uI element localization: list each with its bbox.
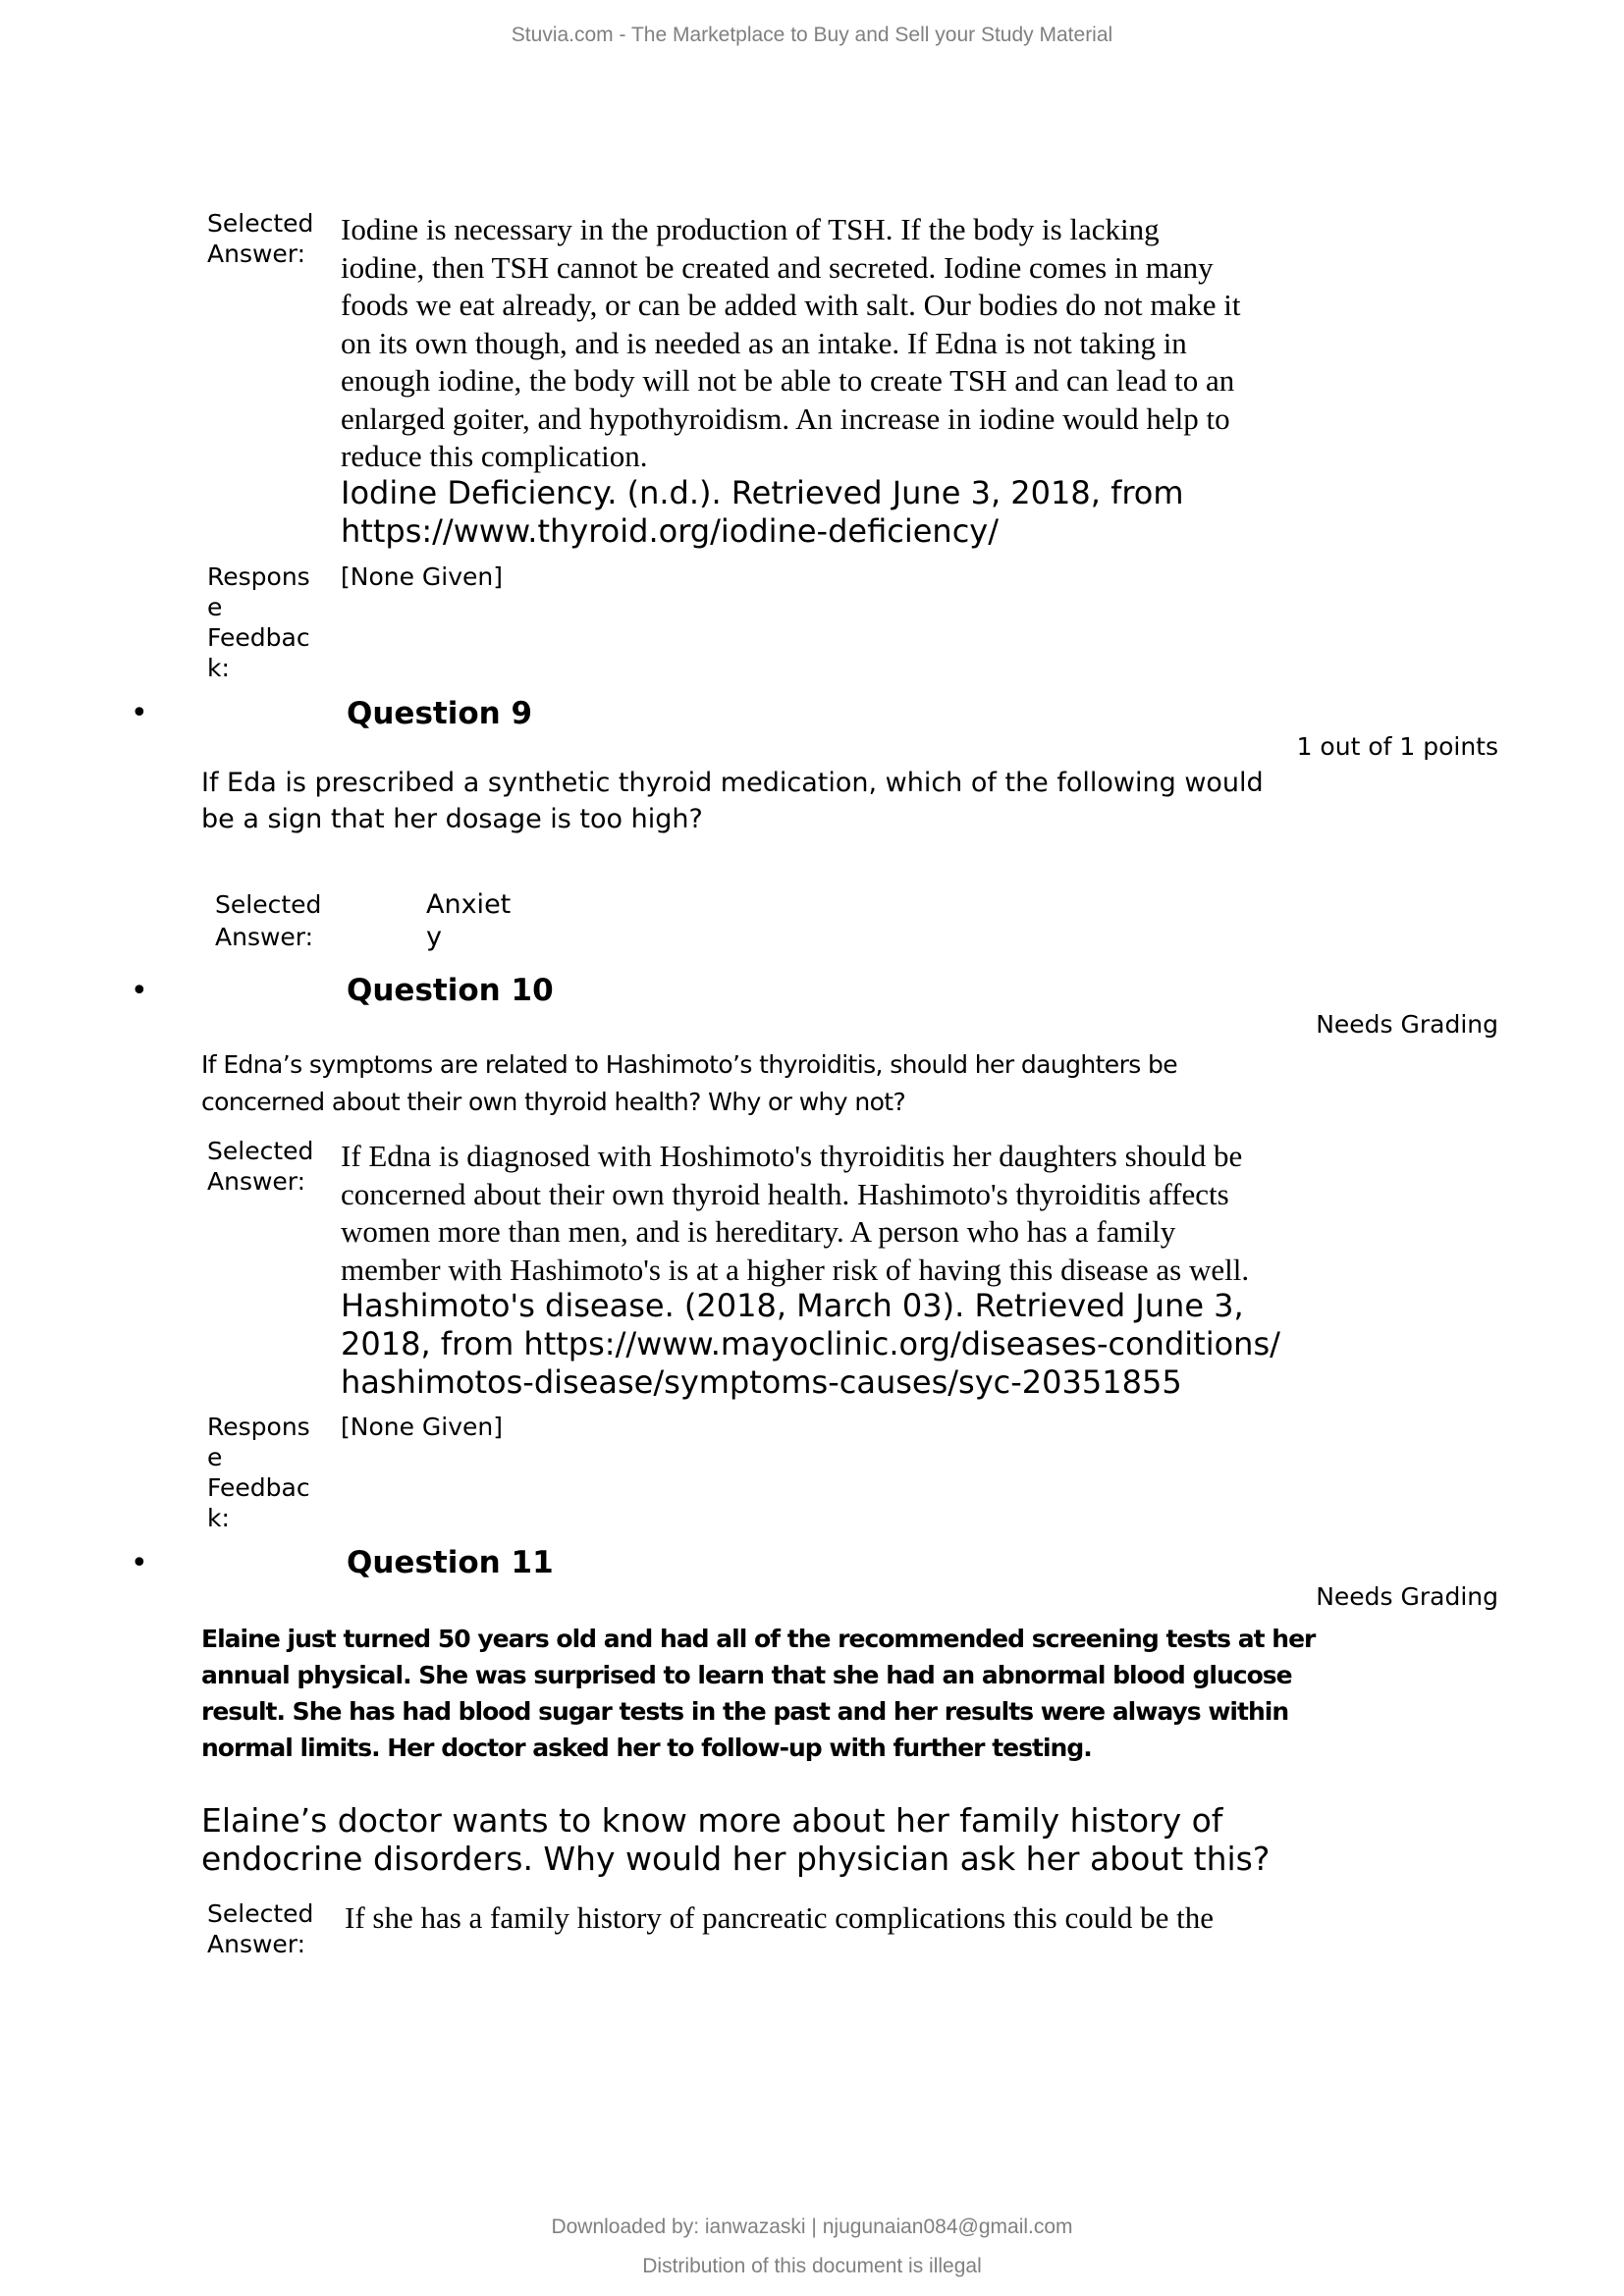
header-watermark: Stuvia.com - The Marketplace to Buy and Sell your Study Material bbox=[511, 24, 1113, 46]
q10-citation: Hashimoto's disease. (2018, March 03). Retrieved June 3, 2018, from https://www.mayoclinic.org/diseases-conditions/ hashimotos-disease/symptoms-causes/syc-20351855 bbox=[341, 1287, 1280, 1401]
question-11-score: Needs Grading bbox=[1316, 1582, 1498, 1611]
question-10-text: If Edna’s symptoms are related to Hashimoto’s thyroiditis, should her daughters be concerned about their own thyroid health? Why or why not? bbox=[201, 1050, 1178, 1116]
selected-answer-label: Selected Answer: bbox=[207, 1137, 314, 1196]
footer-distribution-notice: Distribution of this document is illegal bbox=[642, 2255, 982, 2277]
selected-answer-label: Selected Answer: bbox=[207, 1899, 314, 1958]
question-11-text: Elaine’s doctor wants to know more about her family history of endocrine disorders. Why would her physician ask her about this? bbox=[201, 1801, 1271, 1878]
question-11-scenario: Elaine just turned 50 years old and had all of the recommended screening tests at her annual physical. She was surprised to learn that she had an abnormal blood glucose result. She has had blood sugar tests in the past and her results were always within normal limits. Her doctor asked her to follow-up with further testing. bbox=[201, 1625, 1316, 1762]
question-11-title: Question 11 bbox=[347, 1545, 554, 1580]
question-9-title: Question 9 bbox=[347, 696, 533, 731]
q10-feedback: [None Given] bbox=[341, 1413, 504, 1441]
question-9-score: 1 out of 1 points bbox=[1296, 732, 1498, 761]
bullet-icon: • bbox=[131, 696, 148, 730]
question-9-text: If Eda is prescribed a synthetic thyroid medication, which of the following would be a sign that her dosage is too high? bbox=[201, 768, 1264, 834]
q8-feedback: [None Given] bbox=[341, 562, 504, 591]
footer-downloaded-by: Downloaded by: ianwazaski | njugunaian084@gmail.com bbox=[551, 2216, 1073, 2238]
response-feedback-label: Respons e Feedbac k: bbox=[207, 562, 310, 682]
response-feedback-label: Respons e Feedbac k: bbox=[207, 1413, 310, 1532]
q8-citation: Iodine Deficiency. (n.d.). Retrieved June 3, 2018, from https://www.thyroid.org/iodine-deficiency/ bbox=[341, 474, 1184, 550]
selected-answer-label: Selected Answer: bbox=[207, 209, 314, 268]
q11-selected-answer: If she has a family history of pancreatic complications this could be the bbox=[345, 1900, 1214, 1935]
q8-selected-answer: Iodine is necessary in the production of TSH. If the body is lacking iodine, then TSH cannot be created and secreted. Iodine comes in many foods we eat already, or can be added with salt. Our bodies do not make it on its own though, and is needed as an intake. If Edna is not taking in enough iodine, the body will not be able to create TSH and can lead to an enlarged goiter, and hypothyroidism. An increase in iodine would help to reduce this complication. bbox=[341, 212, 1241, 473]
question-10-score: Needs Grading bbox=[1316, 1010, 1498, 1039]
q9-selected-answer: Anxiet y bbox=[426, 889, 512, 952]
bullet-icon: • bbox=[131, 1546, 148, 1580]
q10-selected-answer: If Edna is diagnosed with Hoshimoto's thyroiditis her daughters should be concerned about their own thyroid health. Hashimoto's thyroiditis affects women more than men, and is hereditary. A person who has a family member with Hashimoto's is at a higher risk of having this disease as well. bbox=[341, 1139, 1250, 1287]
bullet-icon: • bbox=[131, 974, 148, 1008]
question-10-title: Question 10 bbox=[347, 973, 554, 1008]
selected-answer-label: Selected Answer: bbox=[215, 890, 322, 951]
